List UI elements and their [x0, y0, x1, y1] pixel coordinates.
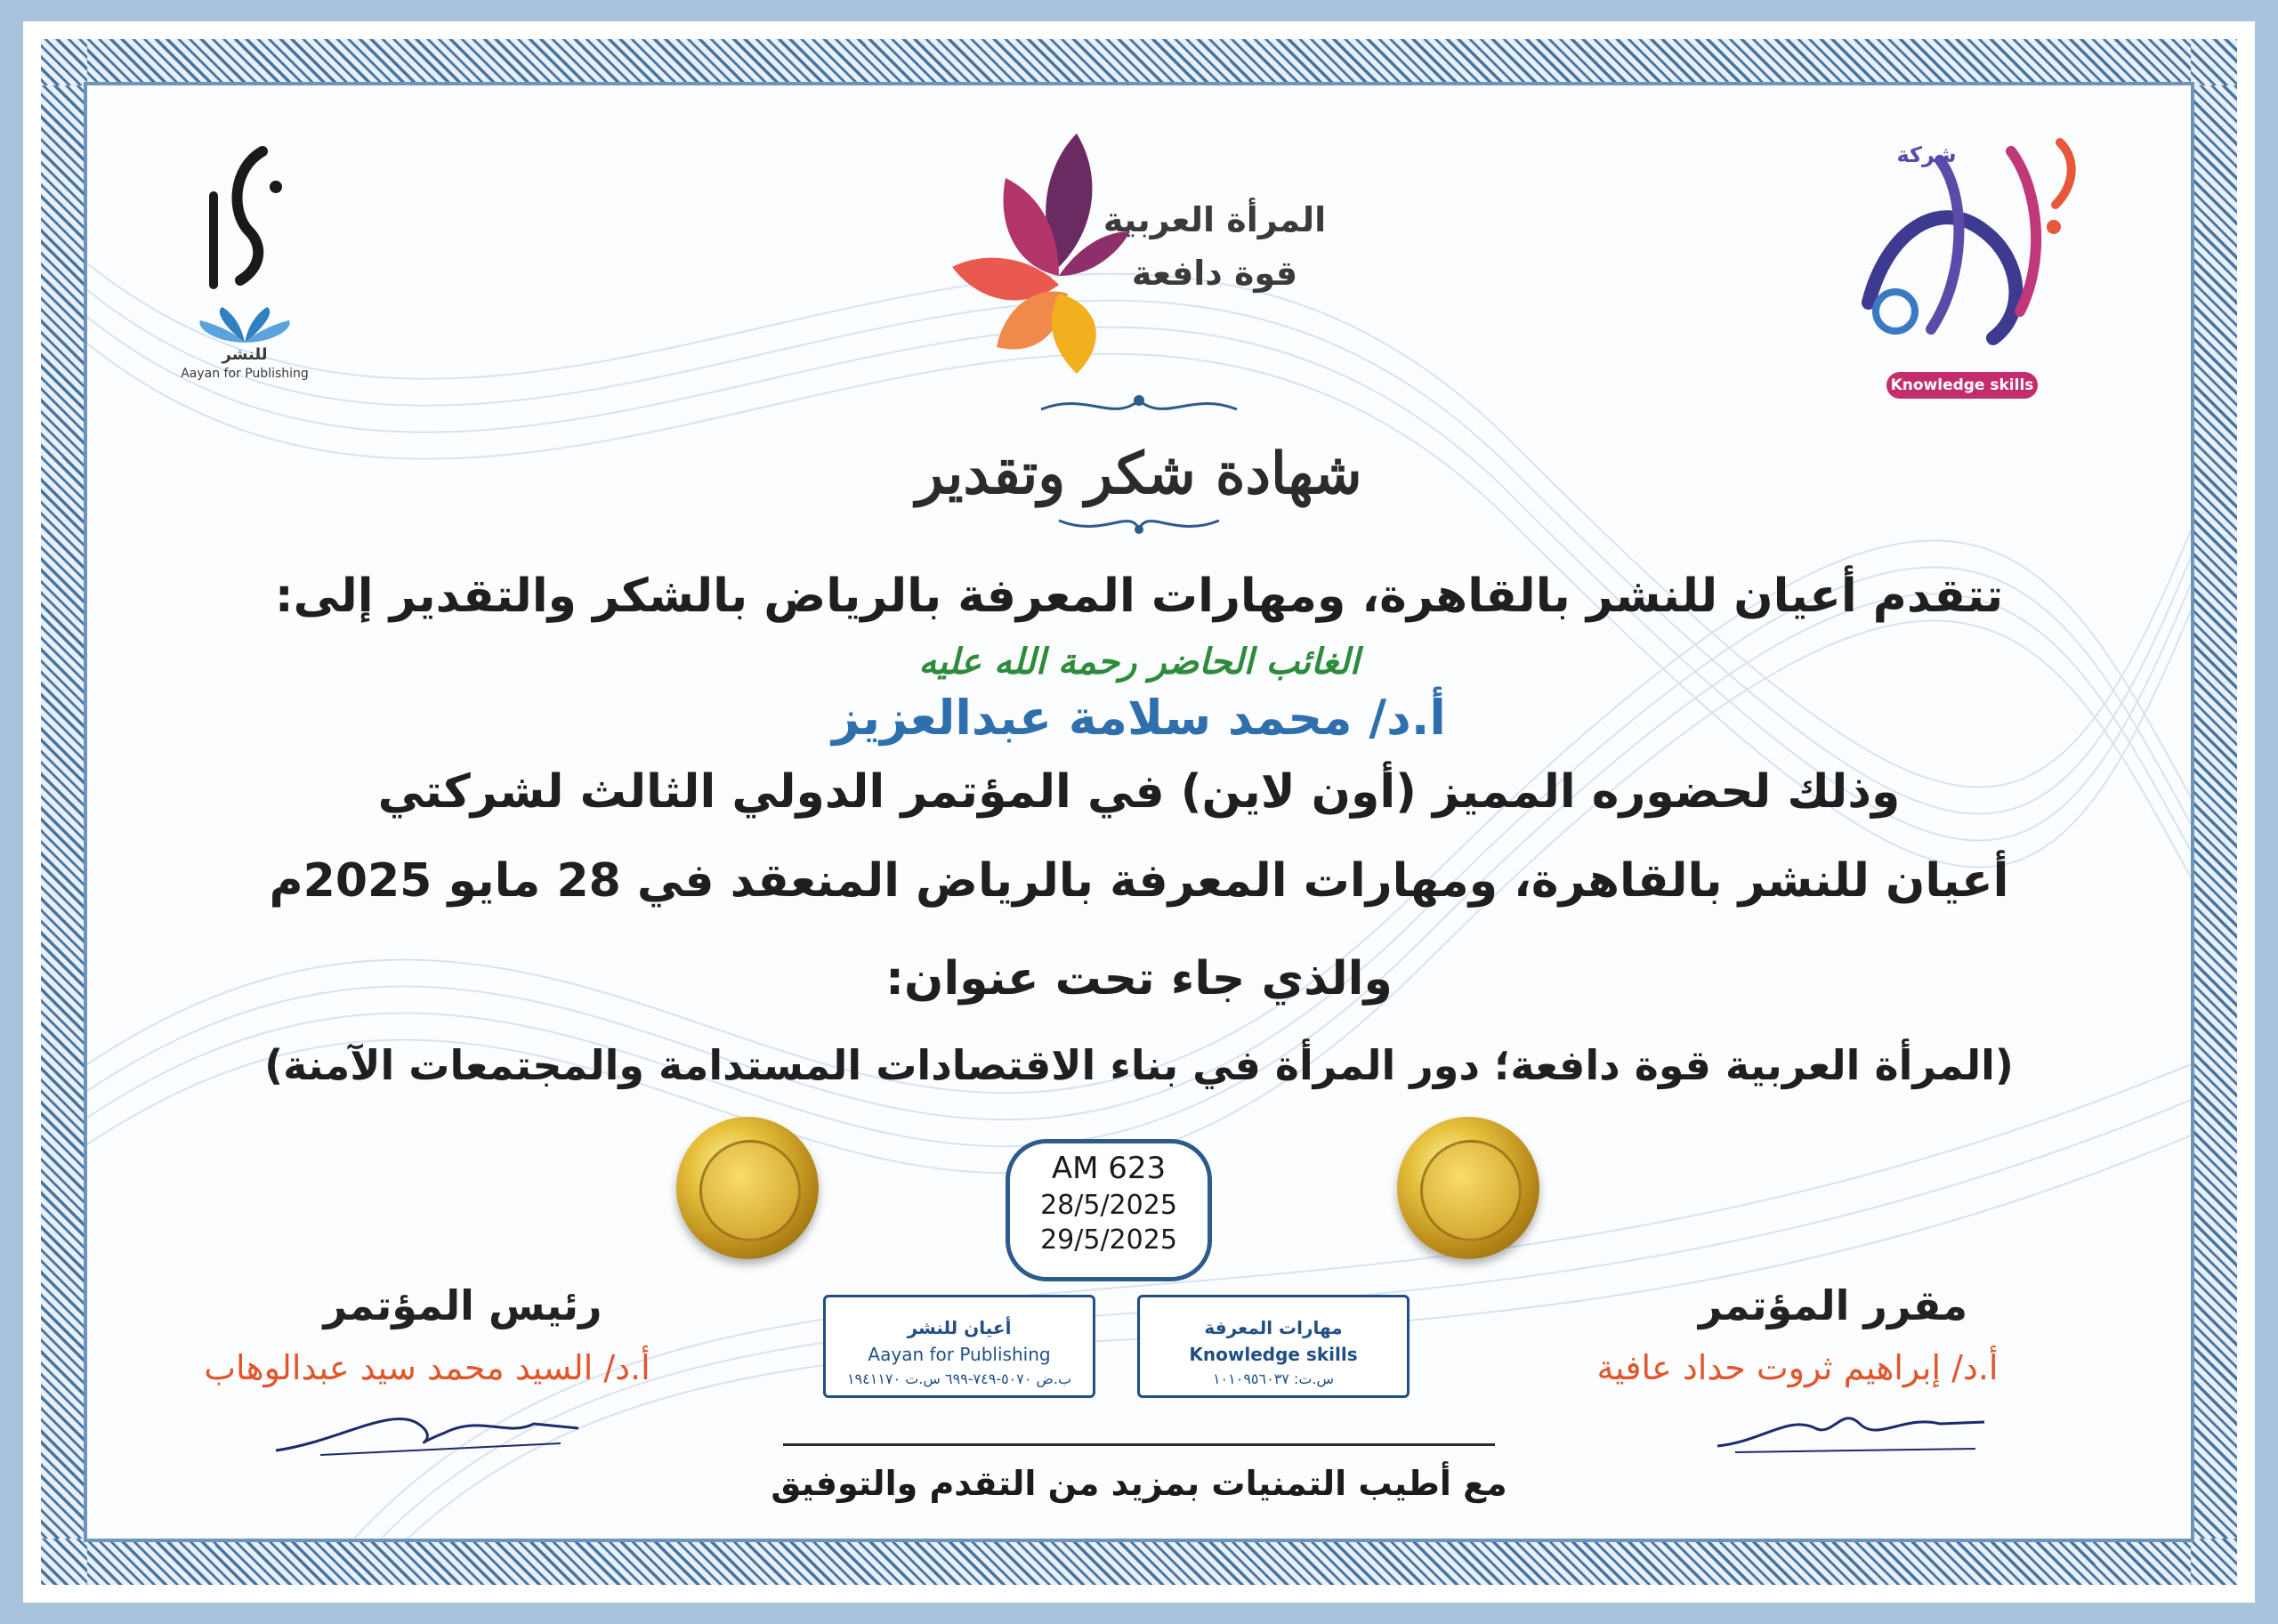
honor-line: الغائب الحاضر رحمة الله عليه — [918, 641, 1360, 683]
certificate-title: شهادة شكر وتقدير — [916, 440, 1362, 507]
rapporteur-signature-icon — [1708, 1397, 1993, 1459]
certificate-id: AM 623 — [1051, 1151, 1167, 1186]
aayan-stamp-english: Aayan for Publishing — [868, 1344, 1051, 1365]
rapporteur-role-label: مقرر المؤتمر — [1698, 1281, 1968, 1329]
gold-seal-right-icon — [1397, 1117, 1539, 1259]
certificate-date-2: 29/5/2025 — [1040, 1224, 1177, 1256]
chair-signature-icon — [267, 1388, 587, 1459]
certificate-code-box — [1006, 1139, 1212, 1281]
aayan-lotus-icon — [178, 303, 311, 347]
body-line-1: وذلك لحضوره المميز (أون لاين) في المؤتمر الدولي الثالث لشركتي — [377, 765, 1901, 819]
aayan-logo — [178, 133, 311, 392]
knowledge-skills-english-badge: Knowledge skills — [1886, 372, 2038, 399]
recipient-name: أ.د/ محمد سلامة عبدالعزيز — [832, 690, 1446, 746]
conference-name-line1: المرأة العربية — [1103, 200, 1327, 239]
conference-logo — [943, 125, 1335, 392]
ornament-divider-icon — [1032, 383, 1246, 427]
knowledge-skills-top-label: شركة — [1896, 142, 1957, 167]
intro-line: تتقدم أعيان للنشر بالقاهرة، ومهارات المعرفة بالرياض بالشكر والتقدير إلى: — [274, 570, 2004, 623]
knowledge-skills-stamp — [1137, 1295, 1410, 1398]
footer-divider — [783, 1443, 1495, 1446]
aayan-stamp-name: أعيان للنشر — [907, 1317, 1012, 1338]
aayan-sub-label: للنشر — [222, 345, 268, 364]
aayan-stamp — [823, 1295, 1095, 1398]
ornament-divider-bottom-icon — [1050, 503, 1228, 547]
gold-seal-left-icon — [676, 1117, 819, 1259]
body-line-3: والذي جاء تحت عنوان: — [885, 952, 1393, 1006]
aayan-stamp-number: ب.ض ٥٠٧٠-٧٤٩-٦٩٩ س.ت ١٩٤١١٧٠ — [846, 1370, 1072, 1387]
aayan-calligraphy-icon — [178, 133, 311, 311]
aayan-english-label: Aayan for Publishing — [181, 367, 309, 381]
knowledge-skills-stamp-name: مهارات المعرفة — [1204, 1317, 1343, 1338]
knowledge-skills-logo — [1833, 125, 2100, 400]
chair-name: أ.د/ السيد محمد سيد عبدالوهاب — [204, 1348, 650, 1387]
conference-name-line2: قوة دافعة — [1131, 254, 1298, 293]
rapporteur-name: أ.د/ إبراهيم ثروت حداد عافية — [1596, 1348, 1999, 1387]
certificate-date-1: 28/5/2025 — [1040, 1190, 1177, 1221]
knowledge-skills-stamp-english: Knowledge skills — [1189, 1344, 1358, 1365]
footer-wishes: مع أطيب التمنيات بمزيد من التقدم والتوفيق — [771, 1464, 1507, 1503]
body-line-2: أعيان للنشر بالقاهرة، ومهارات المعرفة بالرياض المنعقد في 28 مايو 2025م — [269, 854, 2009, 908]
knowledge-skills-calligraphy-icon — [1833, 125, 2100, 365]
knowledge-skills-stamp-number: س.ت: ١٠١٠٩٥٦٠٣٧ — [1212, 1370, 1335, 1387]
conference-topic: (المرأة العربية قوة دافعة؛ دور المرأة في بناء الاقتصادات المستدامة والمجتمعات الآمنة) — [264, 1041, 2014, 1089]
chair-role-label: رئيس المؤتمر — [323, 1281, 602, 1329]
